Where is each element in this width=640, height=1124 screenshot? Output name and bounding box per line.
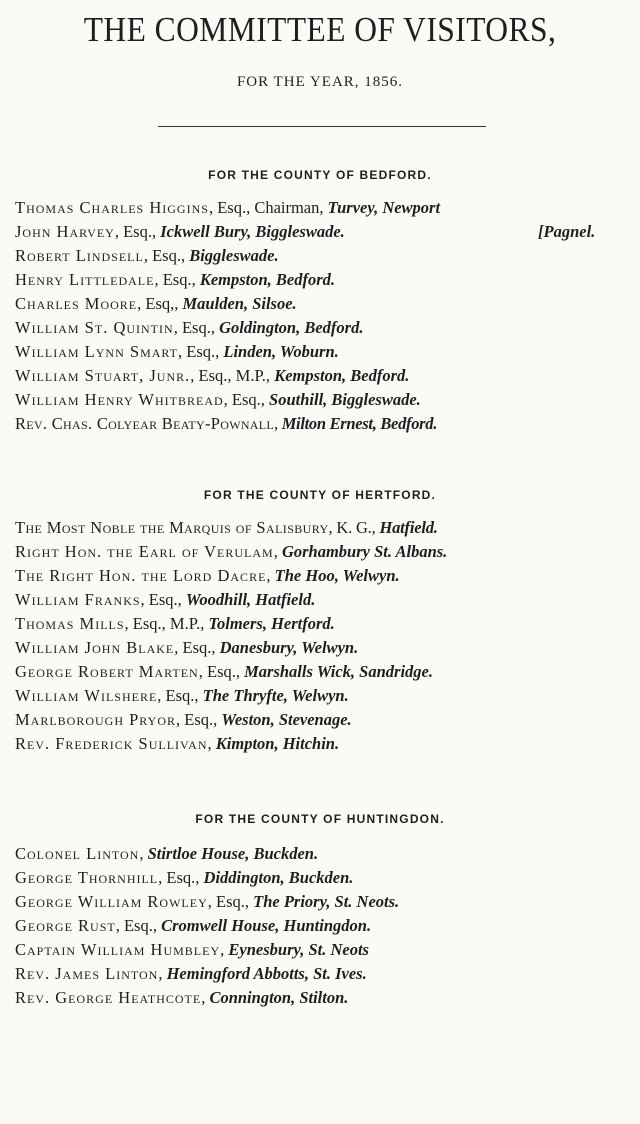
visitor-name: Colonel Linton — [15, 844, 140, 863]
visitor-name: William Franks — [15, 590, 141, 609]
list-item — [15, 662, 433, 682]
continuation-text: [Pagnel. — [538, 222, 596, 241]
list-item — [15, 916, 371, 936]
visitor-name: Rev. Chas. Colyear Beaty-Pownall — [15, 414, 275, 433]
list-item — [15, 868, 353, 888]
visitor-name: George William Rowley — [15, 892, 208, 911]
visitor-title: , — [273, 542, 282, 561]
visitor-title: , K. G., — [328, 518, 380, 537]
visitor-title: , — [207, 734, 216, 753]
visitor-name: The Right Hon. the Lord Dacre — [15, 566, 267, 585]
list-item — [15, 686, 349, 706]
section-heading-bedford: FOR THE COUNTY OF BEDFORD. — [208, 168, 432, 182]
visitor-name: Captain William Humbley — [15, 940, 221, 959]
list-item — [15, 414, 437, 434]
visitor-name: Charles Moore — [15, 294, 138, 313]
section-heading-hertford: FOR THE COUNTY OF HERTFORD. — [203, 488, 437, 502]
visitor-residence: Ickwell Bury, Biggleswade. — [160, 222, 345, 241]
visitor-title: , Esq., — [198, 662, 245, 681]
list-item — [15, 614, 335, 634]
list-item — [15, 710, 352, 730]
visitor-title: , Esq., — [174, 638, 220, 657]
list-item — [15, 518, 438, 538]
visitor-name: William St. Quintin — [15, 318, 174, 337]
list-item — [15, 988, 348, 1008]
visitor-residence: Stirtloe House, Buckden. — [147, 844, 319, 863]
list-item — [15, 566, 400, 586]
visitor-residence: Kempston, Bedford. — [274, 366, 410, 385]
list-item — [15, 222, 345, 242]
visitor-name: Thomas Mills — [15, 614, 125, 633]
visitor-residence: Danesbury, Welwyn. — [219, 638, 359, 657]
visitor-title: , Esq., — [157, 686, 203, 705]
visitor-residence: The Hoo, Welwyn. — [274, 566, 400, 585]
visitor-residence: Diddington, Buckden. — [203, 868, 354, 887]
list-item — [15, 844, 318, 864]
visitor-name: William Lynn Smart — [15, 342, 179, 361]
visitor-name: William John Blake — [15, 638, 175, 657]
visitor-title: , — [220, 940, 229, 959]
visitor-name: Rev. George Heathcote — [15, 988, 202, 1007]
list-item — [15, 390, 421, 410]
visitor-name: William Henry Whitbread — [15, 390, 224, 409]
visitor-residence: Linden, Woburn. — [223, 342, 339, 361]
visitor-title: , Esq., — [207, 892, 254, 911]
list-item — [15, 590, 315, 610]
visitor-name: Rev. James Linton — [15, 964, 159, 983]
list-item — [15, 246, 279, 266]
visitor-residence: Hatfield. — [379, 518, 438, 537]
visitor-residence: Cromwell House, Huntingdon. — [161, 916, 372, 935]
page-title: THE COMMITTEE OF VISITORS, — [83, 10, 557, 49]
list-item — [15, 542, 447, 562]
list-item — [15, 294, 297, 314]
visitor-name: Robert Lindsell — [15, 246, 144, 265]
visitor-title: , Esq., — [143, 246, 190, 265]
visitor-name: John Harvey — [15, 222, 115, 241]
visitor-title: , Esq., — [176, 710, 222, 729]
visitor-residence: Connington, Stilton. — [209, 988, 349, 1007]
visitor-residence: Gorhambury St. Albans. — [281, 542, 448, 561]
visitor-residence: Marshalls Wick, Sandridge. — [244, 662, 433, 681]
visitor-title: , Esq., — [173, 318, 220, 337]
visitor-title: , Esq., — [140, 590, 186, 609]
visitor-name: Henry Littledale — [15, 270, 155, 289]
list-item — [15, 892, 399, 912]
visitor-name: George Rust — [15, 916, 116, 935]
visitor-title: , Esq., — [154, 270, 200, 289]
list-item — [15, 270, 335, 290]
visitor-residence: Turvey, Newport — [327, 198, 441, 217]
visitor-residence: The Priory, St. Neots. — [253, 892, 400, 911]
list-item — [15, 964, 367, 984]
list-item — [15, 638, 358, 658]
visitor-title: , Esq., M.P., — [190, 366, 275, 385]
visitor-title: , — [201, 988, 210, 1007]
visitor-title: , — [266, 566, 275, 585]
visitor-title: , Esq., — [158, 868, 204, 887]
list-item — [15, 734, 339, 754]
visitor-name: George Robert Marten — [15, 662, 199, 681]
visitor-residence: Tolmers, Hertford. — [208, 614, 335, 633]
visitor-residence: The Thryfte, Welwyn. — [202, 686, 349, 705]
visitor-residence: Weston, Stevenage. — [221, 710, 352, 729]
visitor-residence: Biggleswade. — [189, 246, 279, 265]
visitor-title: , Esq., — [114, 222, 161, 241]
visitor-name: Thomas Charles Higgins — [15, 198, 209, 217]
page-subtitle: FOR THE YEAR, 1856. — [236, 74, 404, 90]
visitor-residence: Southill, Biggleswade. — [269, 390, 421, 409]
list-item — [15, 940, 369, 960]
visitor-name: The Most Noble the Marquis of Salisbury — [15, 518, 329, 537]
visitor-residence: Kempston, Bedford. — [199, 270, 336, 289]
visitor-title: , Esq., M.P., — [124, 614, 209, 633]
visitor-title: , — [158, 964, 167, 983]
visitor-name: George Thornhill — [15, 868, 159, 887]
visitor-residence: Milton Ernest, Bedford. — [281, 414, 438, 433]
visitor-title: , Esq., — [178, 342, 224, 361]
section-heading-huntingdon: FOR THE COUNTY OF HUNTINGDON. — [195, 812, 445, 826]
visitor-title: , Esq., Chairman, — [208, 198, 328, 217]
visitor-title: , Esq,, — [137, 294, 183, 313]
visitor-residence: Kimpton, Hitchin. — [215, 734, 340, 753]
visitor-title: , — [274, 414, 282, 433]
visitor-name: Marlborough Pryor — [15, 710, 176, 729]
visitor-title: , Esq., — [115, 916, 162, 935]
visitor-name: Right Hon. the Earl of Verulam — [15, 542, 274, 561]
visitor-title: , Esq., — [223, 390, 270, 409]
visitor-residence: Maulden, Silsoe. — [182, 294, 297, 313]
visitor-title: , — [139, 844, 148, 863]
visitor-name: Rev. Frederick Sullivan — [15, 734, 208, 753]
list-item — [15, 198, 440, 218]
visitor-name: William Wilshere — [15, 686, 158, 705]
visitor-residence: Woodhill, Hatfield. — [185, 590, 316, 609]
list-item — [15, 366, 409, 386]
visitor-residence: Goldington, Bedford. — [219, 318, 364, 337]
divider-rule — [158, 126, 486, 127]
list-item — [15, 318, 363, 338]
list-item — [15, 342, 339, 362]
visitor-residence: Hemingford Abbotts, St. Ives. — [166, 964, 367, 983]
visitor-residence: Eynesbury, St. Neots — [228, 940, 369, 959]
visitor-name: William Stuart, Junr. — [15, 366, 191, 385]
